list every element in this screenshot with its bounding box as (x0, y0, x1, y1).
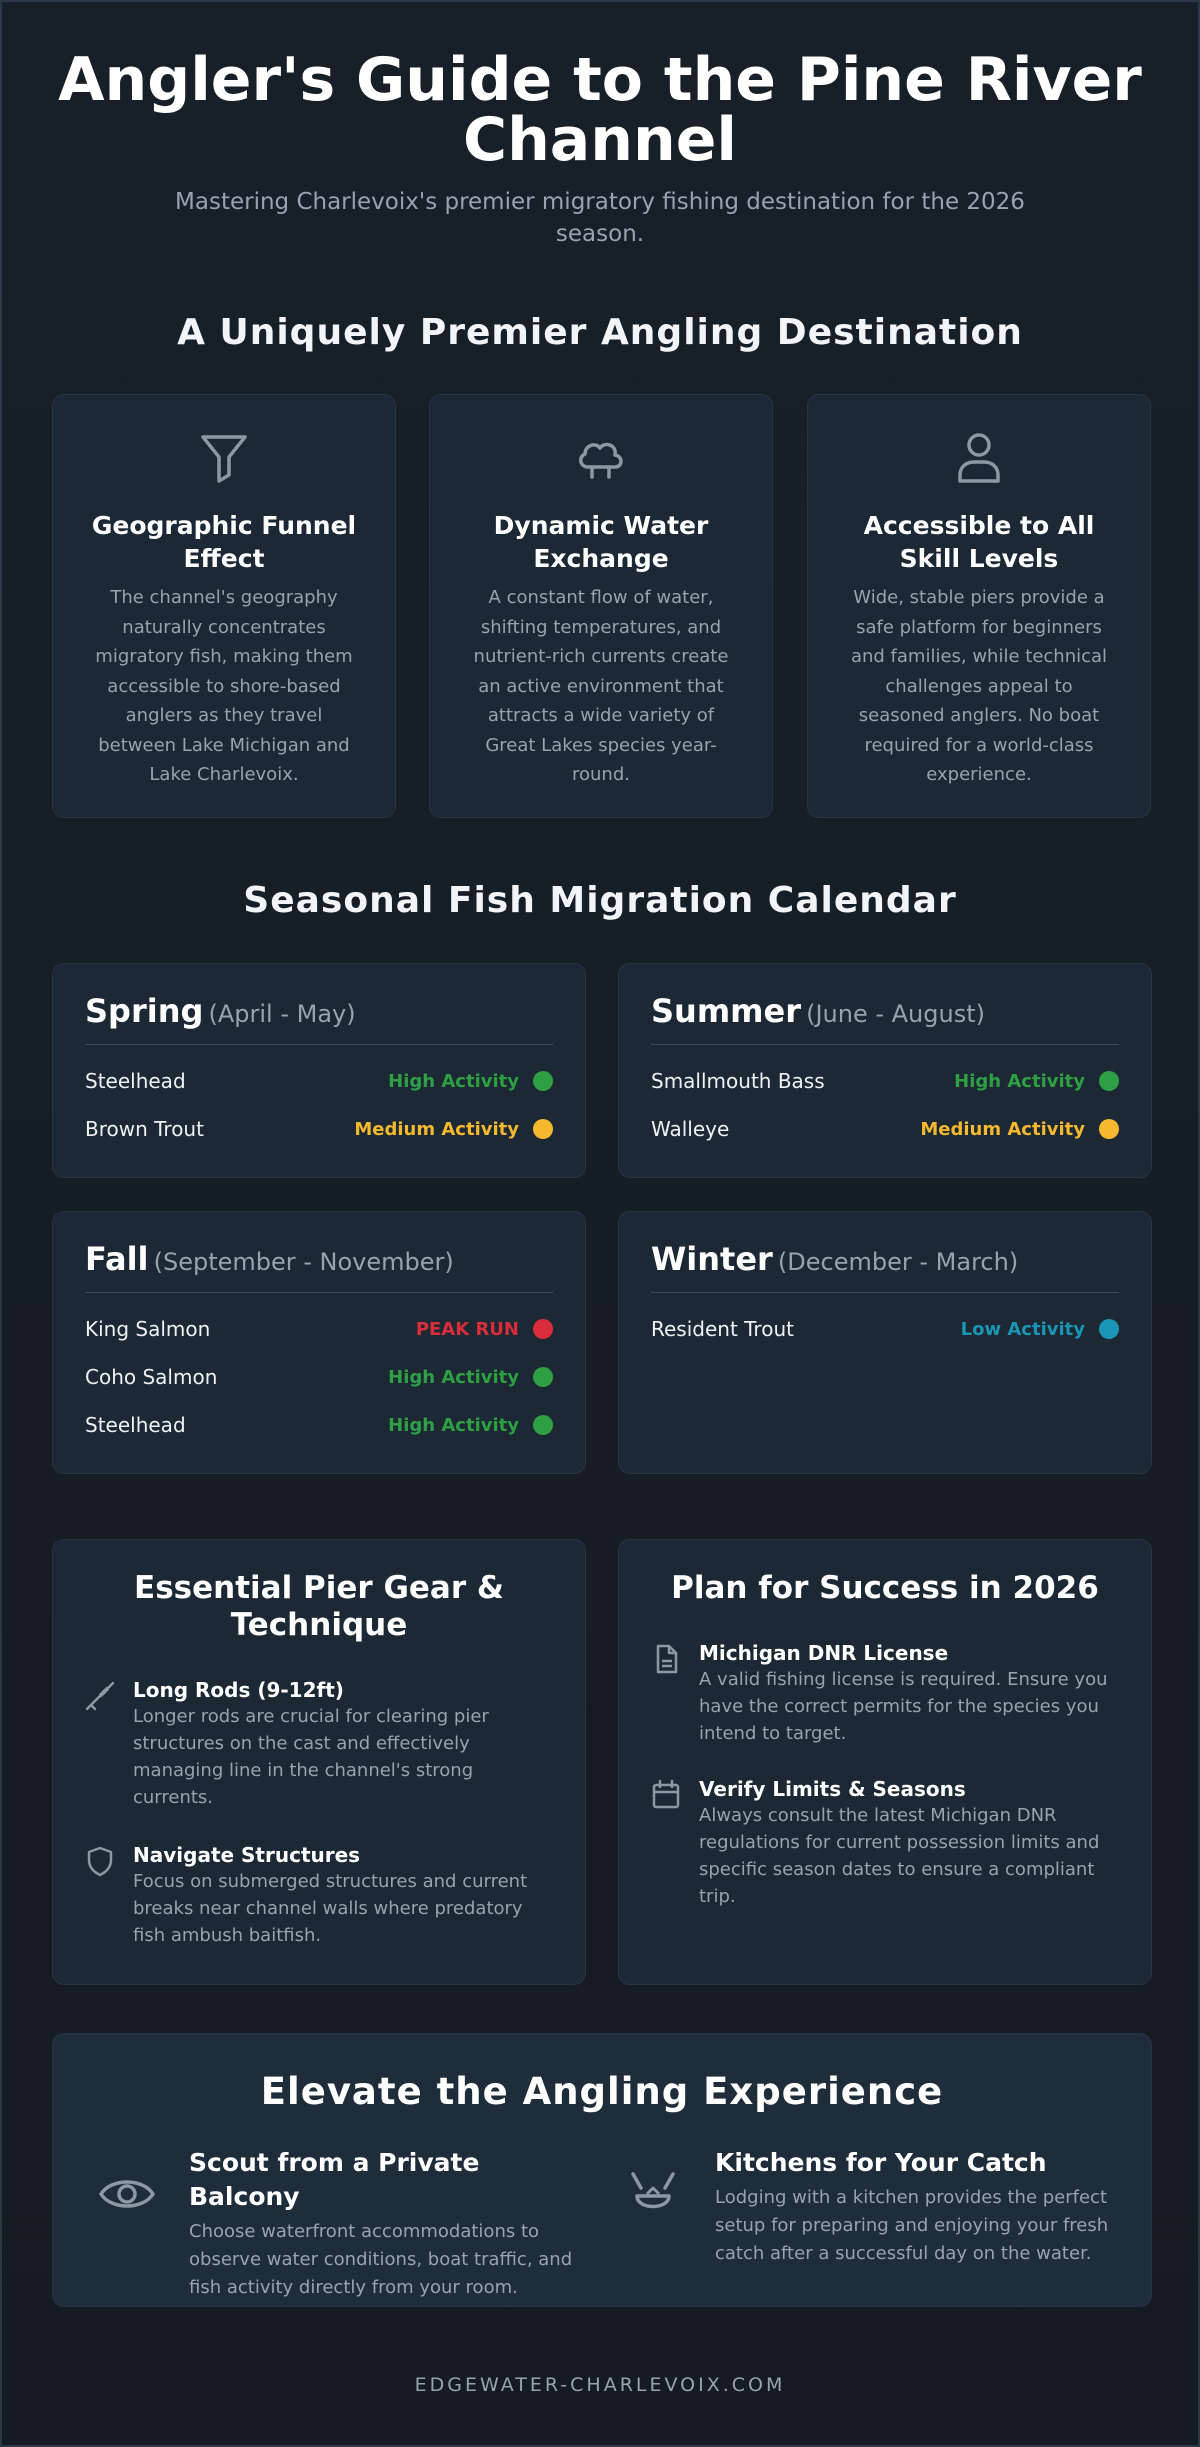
season-range: (December - March) (777, 1248, 1019, 1276)
document-icon (649, 1642, 683, 1676)
eye-icon (97, 2164, 157, 2224)
shield-icon (83, 1844, 117, 1878)
fish-name: Smallmouth Bass (651, 1069, 825, 1093)
fish-name: Steelhead (85, 1069, 186, 1093)
elevate-item (623, 2146, 1133, 2268)
season-card-fall (52, 1211, 586, 1474)
gear-tip-text: Focus on submerged structures and current breaks near channel walls where predatory fish ambush baitfish. (133, 1871, 528, 1946)
fish-row (85, 1353, 553, 1401)
activity-dot (1099, 1119, 1119, 1139)
season-range: (April - May) (208, 1000, 356, 1028)
elevate-item-body (715, 2146, 1133, 2268)
gear-tip (83, 1842, 545, 1949)
feature-card-water (429, 394, 773, 818)
elevate-panel (52, 2033, 1152, 2307)
activity-badge (388, 1367, 553, 1388)
fish-row (651, 1305, 1119, 1353)
season-name: Spring (85, 992, 204, 1030)
plan-tip-text: A valid fishing license is required. Ensure you have the correct permits for the species you intend to target. (699, 1669, 1108, 1744)
feature-title: Accessible to All Skill Levels (863, 511, 1095, 573)
fish-row (85, 1105, 553, 1153)
feature-title: Dynamic Water Exchange (493, 511, 709, 573)
activity-dot (1099, 1071, 1119, 1091)
gear-tip (83, 1677, 545, 1811)
activity-dot (533, 1119, 553, 1139)
elevate-panel-title: Elevate the Angling Experience (260, 2070, 944, 2113)
feature-text: A constant flow of water, shifting temperatures, and nutrient-rich currents create an active environment that attracts a wide variety of Great Lakes species year-round. (473, 587, 729, 785)
fish-name: Resident Trout (651, 1317, 794, 1341)
season-header (85, 1240, 553, 1293)
season-header (85, 992, 553, 1045)
activity-dot (1099, 1319, 1119, 1339)
activity-dot (533, 1319, 553, 1339)
season-name: Winter (651, 1240, 773, 1278)
activity-label: Medium Activity (354, 1118, 519, 1140)
activity-label: High Activity (388, 1070, 519, 1092)
elevate-item-text: Choose waterfront accommodations to observe water conditions, boat traffic, and fish activity directly from your room. (189, 2221, 573, 2298)
plan-tip (649, 1640, 1111, 1747)
gear-tip-title: Navigate Structures (133, 1843, 361, 1867)
activity-badge (416, 1319, 553, 1340)
fish-name: Walleye (651, 1117, 730, 1141)
elevate-item (97, 2146, 597, 2302)
activity-badge (954, 1071, 1119, 1092)
fish-row (85, 1057, 553, 1105)
season-header (651, 1240, 1119, 1293)
plan-tip-body (699, 1776, 1111, 1910)
destination-section-title: A Uniquely Premier Angling Destination (177, 312, 1023, 353)
plan-panel (618, 1539, 1152, 1985)
gear-panel (52, 1539, 586, 1985)
elevate-item-title: Kitchens for Your Catch (715, 2148, 1047, 2177)
activity-dot (533, 1415, 553, 1435)
cooking-pot-icon (623, 2164, 683, 2224)
gear-tip-body (133, 1677, 545, 1811)
plan-tip-title: Michigan DNR License (699, 1641, 949, 1665)
season-range: (June - August) (806, 1000, 985, 1028)
page-title: Angler's Guide to the Pine River Channel (58, 45, 1142, 175)
page-subtitle: Mastering Charlevoix's premier migratory fishing destination for the 2026 season. (175, 189, 1025, 247)
gear-tip-text: Longer rods are crucial for clearing pier structures on the cast and effectively managing line in the channel's strong currents. (133, 1706, 489, 1808)
activity-label: Medium Activity (920, 1118, 1085, 1140)
activity-label: PEAK RUN (415, 1318, 519, 1340)
season-range: (September - November) (153, 1248, 454, 1276)
season-header (651, 992, 1119, 1045)
gear-tip-body (133, 1842, 545, 1949)
funnel-icon (195, 429, 253, 487)
gear-tip-title: Long Rods (9-12ft) (133, 1678, 344, 1702)
fish-name: Coho Salmon (85, 1365, 218, 1389)
fish-name: Steelhead (85, 1413, 186, 1437)
plan-panel-title: Plan for Success in 2026 (671, 1570, 1099, 1606)
fishing-rod-icon (83, 1679, 117, 1713)
feature-card-access (807, 394, 1151, 818)
calendar-icon (649, 1778, 683, 1812)
season-name: Fall (85, 1240, 149, 1278)
plan-tip-body (699, 1640, 1111, 1747)
activity-label: High Activity (954, 1070, 1085, 1092)
activity-badge (920, 1119, 1119, 1140)
person-icon (950, 429, 1008, 487)
activity-label: Low Activity (960, 1318, 1085, 1340)
plan-tip (649, 1776, 1111, 1910)
elevate-item-title: Scout from a Private Balcony (189, 2148, 480, 2211)
season-card-spring (52, 963, 586, 1178)
cloud-icon (572, 429, 630, 487)
activity-badge (354, 1119, 553, 1140)
fish-name: King Salmon (85, 1317, 211, 1341)
fish-name: Brown Trout (85, 1117, 204, 1141)
activity-badge (388, 1071, 553, 1092)
elevate-item-text: Lodging with a kitchen provides the perfect setup for preparing and enjoying your fresh catch after a successful day on the water. (715, 2187, 1109, 2264)
activity-badge (388, 1415, 553, 1436)
feature-text: The channel's geography naturally concentrates migratory fish, making them accessible to shore-based anglers as they travel between Lake Michigan and Lake Charlevoix. (95, 587, 353, 785)
fish-row (85, 1305, 553, 1353)
activity-label: High Activity (388, 1366, 519, 1388)
elevate-item-body (189, 2146, 597, 2302)
fish-row (85, 1401, 553, 1449)
fish-row (651, 1057, 1119, 1105)
footer-link[interactable]: EDGEWATER-CHARLEVOIX.COM (414, 2374, 786, 2396)
season-card-winter (618, 1211, 1152, 1474)
season-card-summer (618, 963, 1152, 1178)
activity-dot (533, 1071, 553, 1091)
season-name: Summer (651, 992, 801, 1030)
activity-dot (533, 1367, 553, 1387)
plan-tip-title: Verify Limits & Seasons (699, 1777, 966, 1801)
activity-badge (961, 1319, 1119, 1340)
fish-row (651, 1105, 1119, 1153)
feature-text: Wide, stable piers provide a safe platform for beginners and families, while technical challenges appeal to seasoned anglers. No boat required for a world-class experience. (850, 587, 1108, 785)
gear-panel-title: Essential Pier Gear & Technique (134, 1570, 504, 1643)
calendar-section-title: Seasonal Fish Migration Calendar (243, 880, 957, 921)
header (2, 2, 1198, 250)
feature-card-funnel (52, 394, 396, 818)
feature-title: Geographic Funnel Effect (91, 511, 357, 573)
activity-label: High Activity (388, 1414, 519, 1436)
plan-tip-text: Always consult the latest Michigan DNR regulations for current possession limits and specific season dates to ensure a compliant trip. (699, 1805, 1100, 1907)
